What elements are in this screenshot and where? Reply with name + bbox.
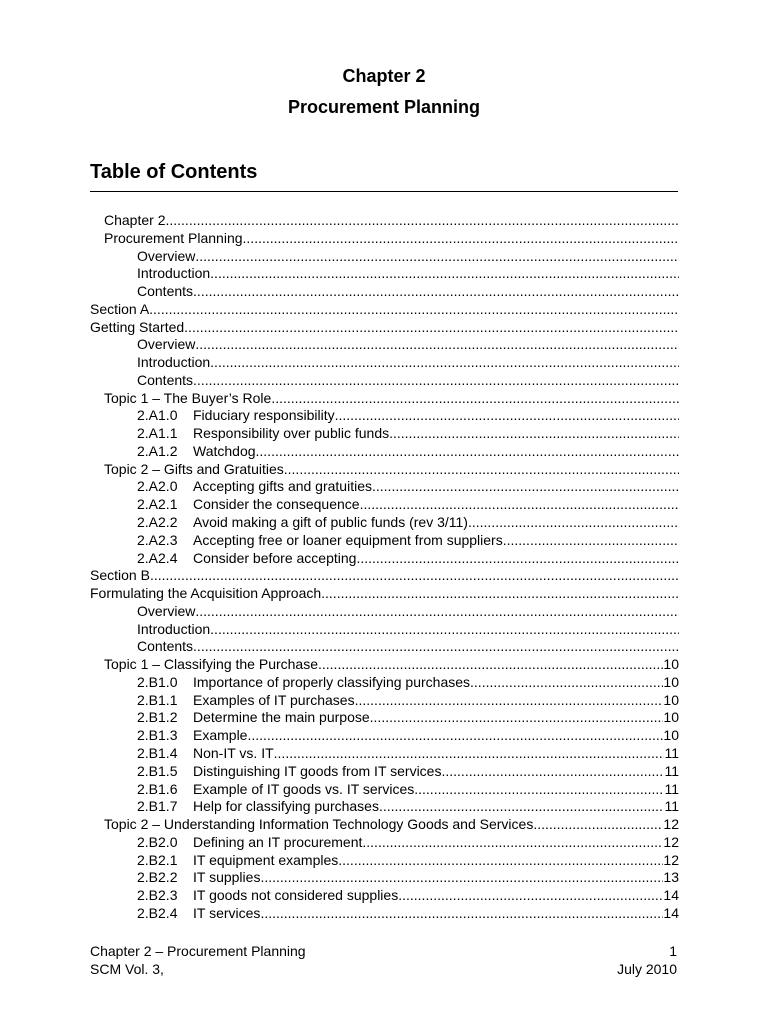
toc-entry-page: 10 — [663, 656, 679, 673]
toc-entry-title: Formulating the Acquisition Approach — [90, 585, 322, 602]
toc-dot-leader — [321, 585, 679, 603]
toc-entry-title: Topic 1 – Classifying the Purchase — [104, 656, 318, 673]
toc-entry[interactable] — [90, 390, 679, 408]
toc-entry-number: 2.B1.4 — [137, 744, 178, 761]
toc-dot-leader — [195, 248, 679, 266]
toc-dot-leader — [150, 567, 679, 585]
toc-dot-leader — [360, 496, 679, 514]
toc-entry-number: 2.B1.7 — [137, 798, 178, 815]
toc-entry-page: 10 — [663, 691, 679, 708]
toc-dot-leader — [362, 834, 663, 852]
toc-dot-leader — [356, 550, 679, 568]
toc-dot-leader — [370, 709, 664, 727]
toc-entry-title: Contents — [137, 283, 194, 300]
toc-entry-title: Introduction — [137, 620, 211, 637]
toc-entry-title: Section B — [90, 567, 150, 584]
toc-entry[interactable] — [90, 212, 679, 230]
toc-entry-title: Introduction — [137, 354, 211, 371]
toc-entry-title: Chapter 2 — [104, 212, 166, 228]
toc-dot-leader — [247, 727, 663, 745]
toc-entry-page: 11 — [664, 744, 679, 761]
document-title: Procurement Planning — [287, 97, 481, 117]
toc-entry-title: Topic 1 – The Buyer’s Role — [104, 389, 272, 406]
toc-entry-number: 2.A1.0 — [137, 407, 178, 424]
toc-list — [90, 212, 679, 923]
toc-entry-title: Consider the consequence — [193, 496, 360, 513]
toc-entry[interactable] — [90, 727, 679, 745]
toc-entry[interactable] — [90, 443, 679, 461]
toc-dot-leader — [271, 390, 679, 408]
toc-dot-leader — [193, 372, 679, 390]
toc-entry[interactable] — [90, 567, 679, 585]
toc-entry-number: 2.A1.1 — [137, 425, 178, 442]
toc-entry-number: 2.B1.1 — [137, 691, 178, 708]
toc-entry-number: 2.B1.5 — [137, 762, 178, 779]
toc-entry[interactable] — [90, 407, 679, 425]
toc-dot-leader — [260, 905, 663, 923]
toc-entry-number: 2.B2.3 — [137, 887, 178, 904]
toc-dot-leader — [274, 745, 665, 763]
toc-dot-leader — [193, 283, 679, 301]
toc-entry-title: Overview — [137, 247, 196, 264]
toc-entry-title: Example — [193, 727, 248, 744]
toc-entry[interactable] — [90, 585, 679, 603]
toc-entry[interactable] — [90, 692, 679, 710]
toc-entry[interactable] — [90, 656, 679, 674]
toc-entry-title: Importance of properly classifying purchases — [193, 673, 471, 690]
toc-entry[interactable] — [90, 709, 679, 727]
toc-entry-page: 10 — [663, 673, 679, 690]
toc-entry-number: 2.B2.4 — [137, 904, 178, 921]
toc-entry-number: 2.A2.2 — [137, 514, 178, 531]
toc-entry-page: 10 — [663, 727, 679, 744]
toc-entry[interactable] — [90, 781, 679, 799]
toc-divider — [90, 191, 678, 192]
toc-dot-leader — [165, 212, 679, 230]
toc-entry-title: Section A — [90, 300, 150, 317]
toc-entry-title: Accepting free or loaner equipment from suppliers — [193, 531, 503, 548]
toc-entry-title: Overview — [137, 336, 196, 353]
toc-entry-number: 2.A1.2 — [137, 442, 178, 459]
toc-entry[interactable] — [90, 905, 679, 923]
toc-dot-leader — [195, 336, 679, 354]
toc-dot-leader — [193, 638, 679, 656]
toc-dot-leader — [468, 514, 679, 532]
toc-entry-page: 11 — [664, 762, 679, 779]
toc-entry[interactable] — [90, 798, 679, 816]
toc-entry[interactable] — [90, 834, 679, 852]
toc-dot-leader — [533, 816, 663, 834]
toc-entry-title: Non-IT vs. IT — [193, 744, 274, 761]
toc-entry[interactable] — [90, 478, 679, 496]
toc-dot-leader — [389, 425, 679, 443]
toc-entry-title: Defining an IT procurement — [193, 833, 363, 850]
toc-entry[interactable] — [90, 550, 679, 568]
toc-dot-leader — [260, 869, 663, 887]
toc-heading: Table of Contents — [90, 161, 258, 183]
toc-dot-leader — [284, 461, 679, 479]
chapter-title: Chapter 2 — [342, 66, 426, 86]
toc-entry[interactable] — [90, 816, 679, 834]
footer-chapter: Chapter 2 – Procurement Planning — [90, 943, 306, 959]
toc-entry-title: Determine the main purpose — [193, 709, 370, 726]
toc-entry[interactable] — [90, 248, 679, 266]
toc-entry[interactable] — [90, 319, 679, 337]
toc-entry-number: 2.B1.0 — [137, 673, 178, 690]
toc-entry-title: IT equipment examples — [193, 851, 339, 868]
toc-entry-title: Topic 2 – Understanding Information Technology Goods and Services — [104, 816, 534, 833]
toc-entry-title: Contents — [137, 371, 194, 388]
toc-entry[interactable] — [90, 603, 679, 621]
toc-entry-title: IT supplies — [193, 869, 261, 886]
toc-entry-title: Getting Started — [90, 318, 185, 335]
toc-dot-leader — [195, 603, 679, 621]
toc-entry-title: Overview — [137, 602, 196, 619]
toc-entry[interactable] — [90, 674, 679, 692]
toc-entry-title: Consider before accepting — [193, 549, 357, 566]
toc-entry[interactable] — [90, 336, 679, 354]
toc-entry[interactable] — [90, 745, 679, 763]
footer-page-number: 1 — [669, 943, 677, 959]
toc-entry-title: Responsibility over public funds — [193, 425, 390, 442]
toc-entry-number: 2.B2.1 — [137, 851, 178, 868]
toc-entry[interactable] — [90, 852, 679, 870]
toc-entry-number: 2.B2.0 — [137, 833, 178, 850]
footer-date: July 2010 — [617, 961, 677, 977]
toc-dot-leader — [470, 674, 663, 692]
toc-entry-title: Help for classifying purchases — [193, 798, 379, 815]
toc-entry-title: Fiduciary responsibility — [193, 407, 335, 424]
toc-entry[interactable] — [90, 532, 679, 550]
toc-entry-page: 10 — [663, 709, 679, 726]
toc-entry-title: Distinguishing IT goods from IT services — [193, 762, 442, 779]
toc-dot-leader — [355, 692, 664, 710]
toc-entry[interactable] — [90, 887, 679, 905]
toc-dot-leader — [210, 621, 679, 639]
toc-entry-page: 13 — [663, 869, 679, 886]
toc-entry-number: 2.B1.3 — [137, 727, 178, 744]
toc-entry-title: Example of IT goods vs. IT services — [193, 780, 415, 797]
toc-dot-leader — [149, 301, 679, 319]
toc-entry-page: 12 — [663, 833, 679, 850]
toc-entry-title: Contents — [137, 638, 194, 655]
toc-entry-page: 14 — [663, 904, 679, 921]
toc-dot-leader — [379, 798, 664, 816]
toc-entry-title: IT services — [193, 904, 261, 921]
toc-entry-title: Accepting gifts and gratuities — [193, 478, 372, 495]
toc-entry-number: 2.B1.2 — [137, 709, 178, 726]
toc-entry-title: Examples of IT purchases — [193, 691, 355, 708]
toc-entry[interactable] — [90, 354, 679, 372]
toc-entry-number: 2.A2.0 — [137, 478, 178, 495]
toc-entry[interactable] — [90, 514, 679, 532]
toc-dot-leader — [184, 319, 679, 337]
toc-entry-page: 11 — [664, 798, 679, 815]
toc-entry-page: 12 — [663, 816, 679, 833]
toc-entry-number: 2.A2.1 — [137, 496, 178, 513]
footer-volume: SCM Vol. 3, — [90, 961, 164, 977]
toc-entry[interactable] — [90, 496, 679, 514]
toc-entry-title: Watchdog — [193, 442, 256, 459]
toc-entry[interactable] — [90, 425, 679, 443]
toc-dot-leader — [398, 887, 663, 905]
toc-entry-page: 12 — [663, 851, 679, 868]
toc-entry[interactable] — [90, 301, 679, 319]
toc-entry[interactable] — [90, 461, 679, 479]
toc-dot-leader — [503, 532, 679, 550]
toc-dot-leader — [256, 443, 679, 461]
toc-entry[interactable] — [90, 621, 679, 639]
toc-dot-leader — [372, 478, 679, 496]
toc-entry-number: 2.B1.6 — [137, 780, 178, 797]
toc-dot-leader — [210, 354, 679, 372]
toc-entry-title: Avoid making a gift of public funds (rev 3/11) — [193, 514, 468, 531]
toc-entry-title: Topic 2 – Gifts and Gratuities — [104, 460, 284, 477]
toc-dot-leader — [338, 852, 663, 870]
toc-dot-leader — [318, 656, 663, 674]
toc-entry[interactable] — [90, 869, 679, 887]
toc-entry[interactable] — [90, 230, 679, 248]
toc-entry[interactable] — [90, 372, 679, 390]
toc-entry-number: 2.B2.2 — [137, 869, 178, 886]
toc-entry-title: IT goods not considered supplies — [193, 887, 399, 904]
toc-entry-page: 14 — [663, 887, 679, 904]
toc-entry-title: Procurement Planning — [104, 229, 243, 246]
toc-entry[interactable] — [90, 638, 679, 656]
toc-dot-leader — [414, 781, 664, 799]
toc-entry-number: 2.A2.3 — [137, 531, 178, 548]
toc-entry[interactable] — [90, 283, 679, 301]
toc-entry[interactable] — [90, 265, 679, 283]
toc-entry-number: 2.A2.4 — [137, 549, 178, 566]
toc-entry-page: 11 — [664, 780, 679, 797]
toc-dot-leader — [243, 230, 679, 248]
toc-dot-leader — [210, 265, 679, 283]
toc-entry[interactable] — [90, 763, 679, 781]
toc-dot-leader — [335, 407, 679, 425]
toc-entry-title: Introduction — [137, 265, 211, 282]
toc-dot-leader — [441, 763, 664, 781]
